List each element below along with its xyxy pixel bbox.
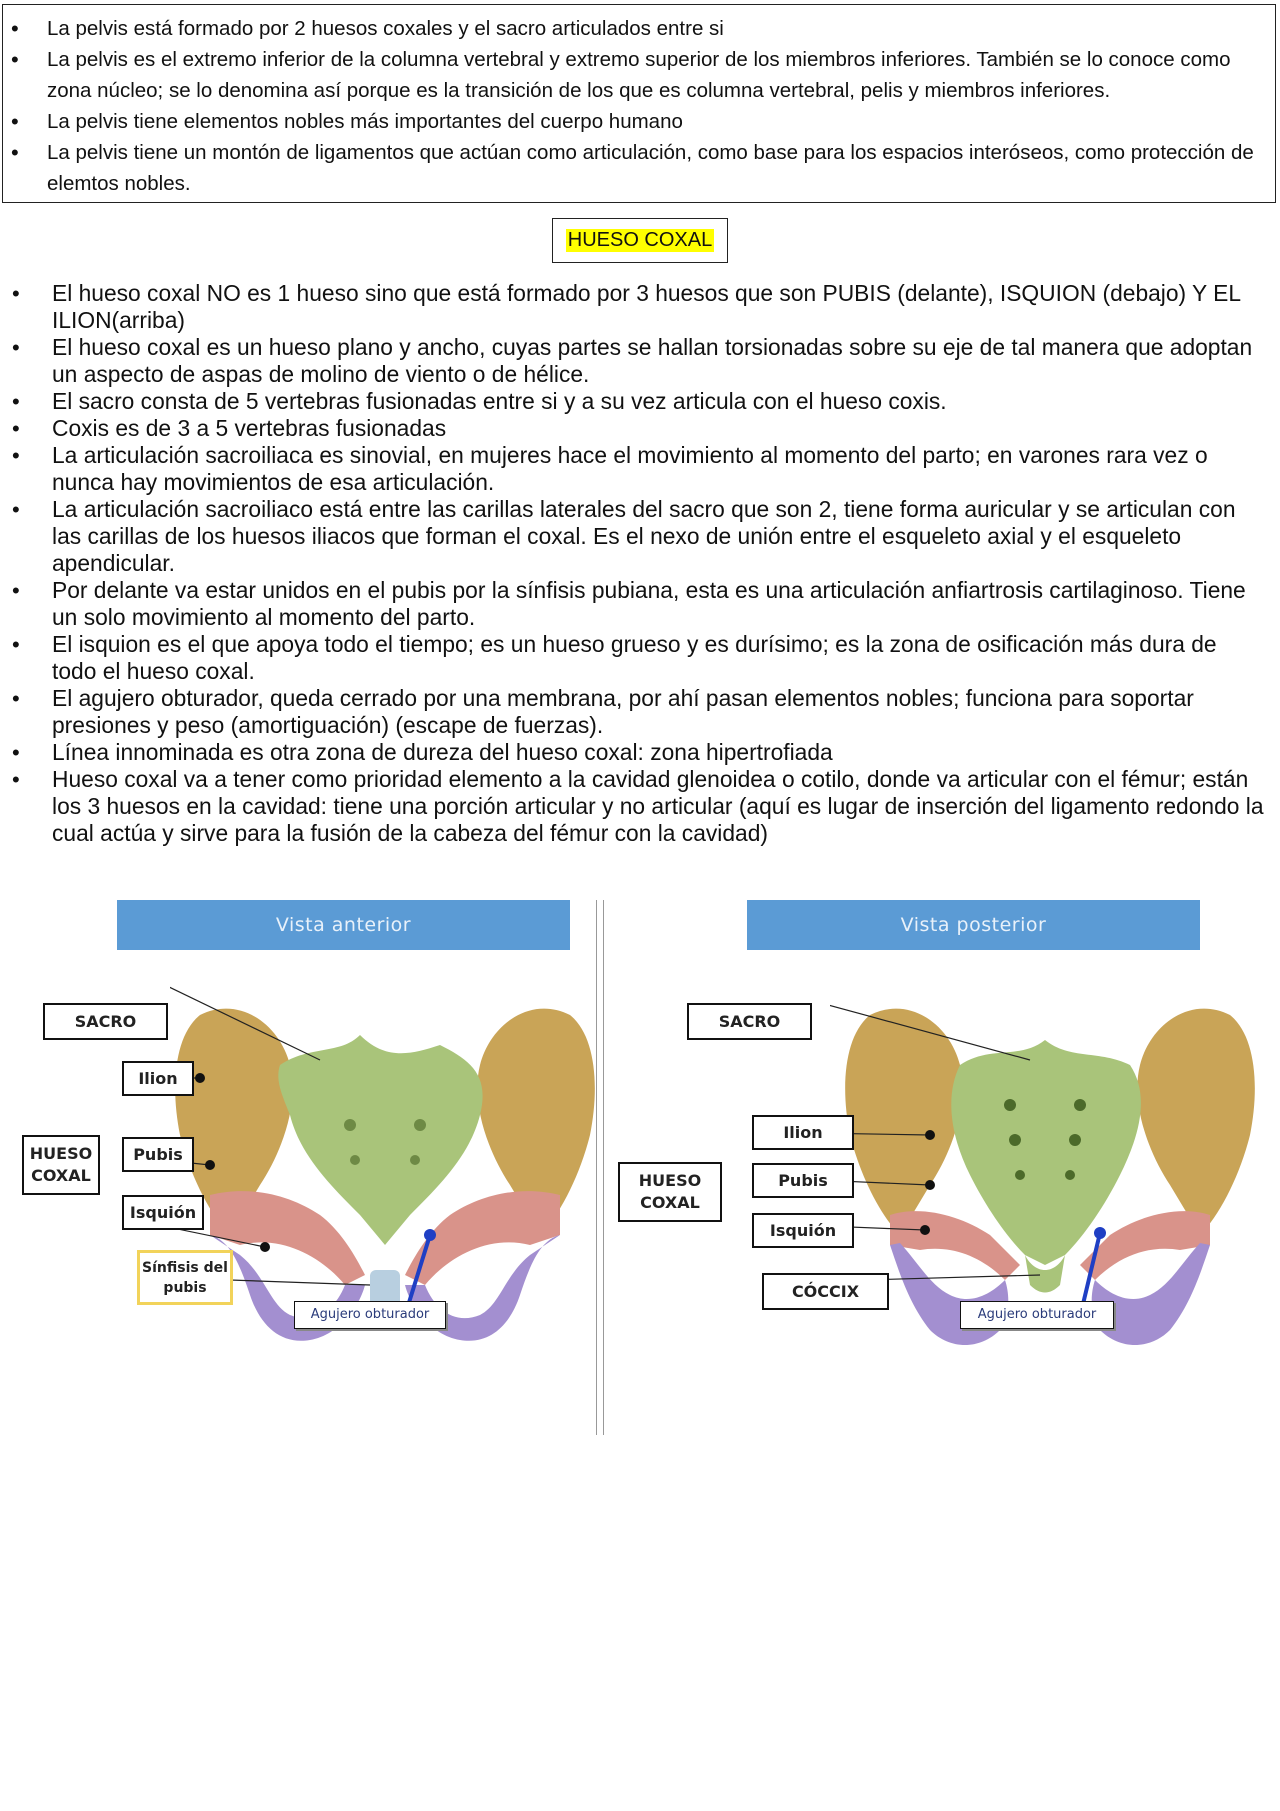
label-coccix-posterior: CÓCCIX (762, 1273, 889, 1310)
list-item: • El isquion es el que apoya todo el tiempo; es un hueso grueso y es durísimo; es la zona de osificación más dura de todo el hueso coxal. (0, 631, 1275, 685)
label-hueso-coxal-anterior: HUESO COXAL (22, 1135, 100, 1195)
label-sinfisis-anterior: Sínfisis del pubis (137, 1250, 233, 1305)
banner-posterior: Vista posterior (747, 900, 1200, 950)
list-item: • La articulación sacroiliaca es sinovial, en mujeres hace el movimiento al momento del parto; en varones rara vez o nunca hay movimientos de esa articulación. (0, 442, 1275, 496)
label-ilion-posterior: Ilion (752, 1115, 854, 1150)
intro-box (2, 4, 1276, 203)
label-ilion-anterior: Ilion (122, 1061, 194, 1096)
label-isquion-anterior: Isquión (122, 1195, 204, 1230)
intro-item: • La pelvis está formado por 2 huesos coxales y el sacro articulados entre si (3, 13, 1275, 44)
pelvis-figure (0, 895, 1280, 1435)
label-hueso-coxal-posterior: HUESO COXAL (618, 1162, 722, 1222)
list-item: • El sacro consta de 5 vertebras fusionadas entre si y a su vez articula con el hueso coxis. (0, 388, 1275, 415)
section-title-box (552, 218, 728, 263)
label-agujero-anterior: Agujero obturador (294, 1301, 446, 1329)
label-sacro-posterior: SACRO (687, 1003, 812, 1040)
list-item: • El agujero obturador, queda cerrado por una membrana, por ahí pasan elementos nobles; funciona para soportar presiones y peso (amortiguación) (escape de fuerzas). (0, 685, 1275, 739)
main-list (0, 280, 1275, 847)
label-pubis-anterior: Pubis (122, 1137, 194, 1172)
list-item: • El hueso coxal es un hueso plano y ancho, cuyas partes se hallan torsionadas sobre su eje de tal manera que adoptan un aspecto de aspas de molino de viento o de hélice. (0, 334, 1275, 388)
intro-item: • La pelvis es el extremo inferior de la columna vertebral y extremo superior de los miembros inferiores. También se lo conoce como zona núcleo; se lo denomina así porque es la transición de los que es columna vertebral, pelis y miembros inferiores. (3, 44, 1275, 106)
label-agujero-posterior: Agujero obturador (960, 1301, 1114, 1329)
list-item: • Por delante va estar unidos en el pubis por la sínfisis pubiana, esta es una articulación anfiartrosis cartilaginoso. Tiene un solo movimiento al momento del parto. (0, 577, 1275, 631)
intro-item: • La pelvis tiene un montón de ligamentos que actúan como articulación, como base para los espacios interóseos, como protección de elemtos nobles. (3, 137, 1275, 199)
intro-item: • La pelvis tiene elementos nobles más importantes del cuerpo humano (3, 106, 1275, 137)
label-pubis-posterior: Pubis (752, 1163, 854, 1198)
list-item: • Coxis es de 3 a 5 vertebras fusionadas (0, 415, 1275, 442)
list-item: • Línea innominada es otra zona de dureza del hueso coxal: zona hipertrofiada (0, 739, 1275, 766)
section-title: HUESO COXAL (567, 229, 713, 251)
label-isquion-posterior: Isquión (752, 1213, 854, 1248)
intro-list (3, 5, 1275, 199)
list-item: • El hueso coxal NO es 1 hueso sino que está formado por 3 huesos que son PUBIS (delante), ISQUION (debajo) Y EL ILION(arriba) (0, 280, 1275, 334)
label-sacro-anterior: SACRO (43, 1003, 168, 1040)
list-item: • Hueso coxal va a tener como prioridad elemento a la cavidad glenoidea o cotilo, donde va articular con el fémur; están los 3 huesos en la cavidad: tiene una porción articular y no articular (aquí es lugar de inserción del ligamento redondo la cual actúa y sirve para la fusión de la cabeza del fémur con la cavidad) (0, 766, 1275, 847)
banner-anterior: Vista anterior (117, 900, 570, 950)
list-item: • La articulación sacroiliaco está entre las carillas laterales del sacro que son 2, tiene forma auricular y se articulan con las carillas de los huesos iliacos que forman el coxal. Es el nexo de unión entre el esqueleto axial y el esqueleto apendicular. (0, 496, 1275, 577)
